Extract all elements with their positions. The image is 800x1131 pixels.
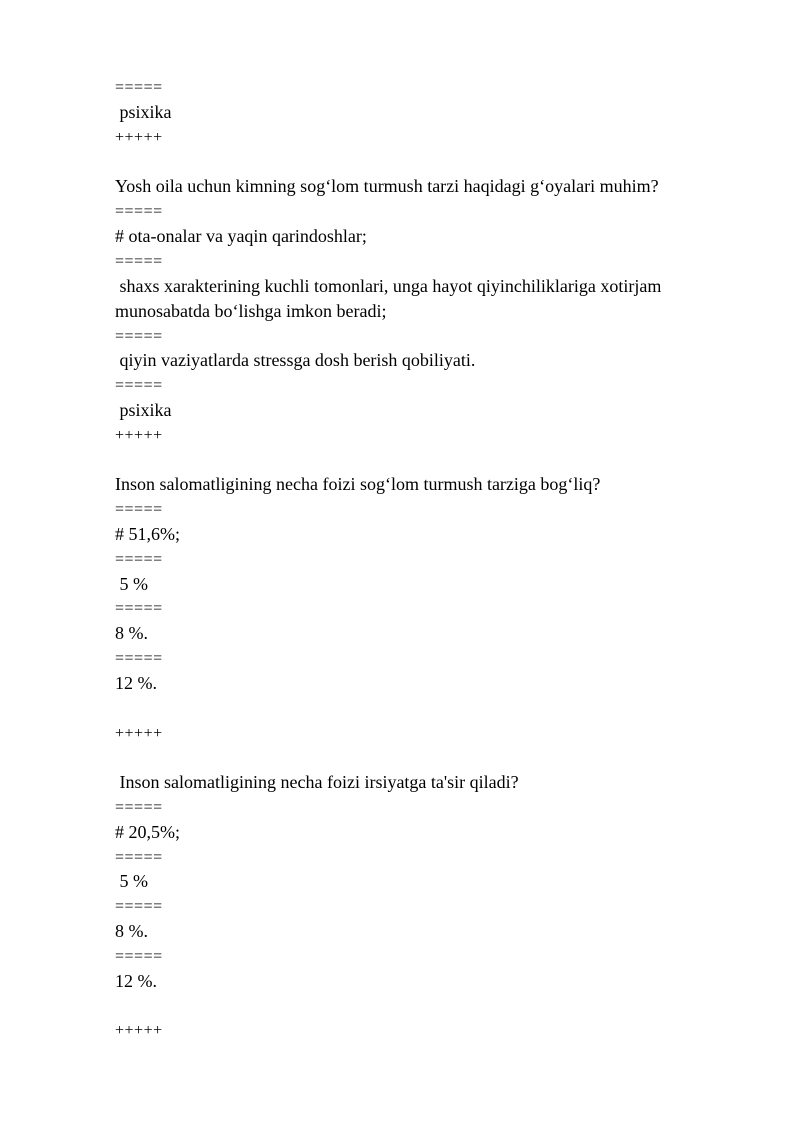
answer-option: psixika: [115, 400, 172, 420]
end-marker: +++++: [115, 1022, 163, 1039]
end-marker: +++++: [115, 427, 163, 444]
separator: =====: [115, 377, 163, 394]
separator: =====: [115, 79, 163, 96]
question-text: Inson salomatligining necha foizi sog‘lom turmush tarziga bog‘liq?: [115, 474, 601, 494]
separator: =====: [115, 948, 163, 965]
separator: =====: [115, 253, 163, 270]
separator: =====: [115, 328, 163, 345]
end-marker: +++++: [115, 725, 163, 742]
answer-option-correct: # 51,6%;: [115, 524, 180, 544]
answer-option: 8 %.: [115, 921, 148, 941]
separator: =====: [115, 600, 163, 617]
separator: =====: [115, 799, 163, 816]
end-marker: +++++: [115, 129, 163, 146]
separator: =====: [115, 203, 163, 220]
answer-option: shaxs xarakterining kuchli tomonlari, unga hayot qiyinchiliklariga xotirjam: [115, 276, 662, 296]
separator: =====: [115, 898, 163, 915]
question-text: Inson salomatligining necha foizi irsiyatga ta'sir qiladi?: [115, 772, 519, 792]
answer-option-correct: # 20,5%;: [115, 822, 180, 842]
answer-option: 5 %: [115, 871, 148, 891]
question-text: Yosh oila uchun kimning sog‘lom turmush tarzi haqidagi g‘oyalari muhim?: [115, 176, 659, 196]
answer-option: psixika: [115, 102, 172, 122]
answer-option-continuation: munosabatda bo‘lishga imkon beradi;: [115, 301, 387, 321]
answer-option: 12 %.: [115, 673, 157, 693]
answer-option-correct: # ota-onalar va yaqin qarindoshlar;: [115, 226, 367, 246]
answer-option: 12 %.: [115, 971, 157, 991]
answer-option: qiyin vaziyatlarda stressga dosh berish qobiliyati.: [115, 350, 476, 370]
separator: =====: [115, 650, 163, 667]
separator: =====: [115, 501, 163, 518]
answer-option: 5 %: [115, 574, 148, 594]
separator: =====: [115, 849, 163, 866]
separator: =====: [115, 551, 163, 568]
answer-option: 8 %.: [115, 623, 148, 643]
